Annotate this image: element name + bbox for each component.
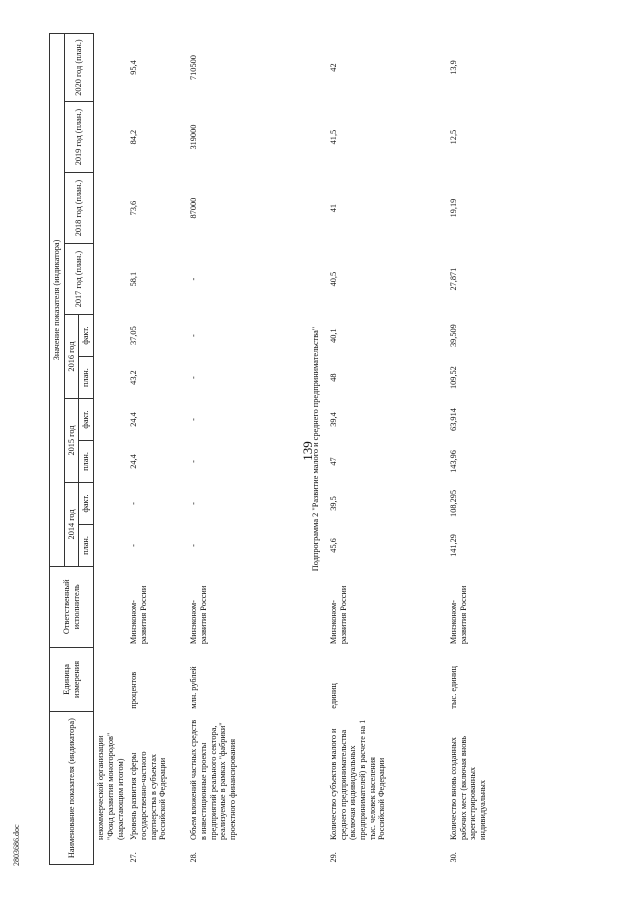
value-cell: 87000 <box>189 197 199 219</box>
value-cell: 41,5 <box>328 129 338 145</box>
file-name: 2803686.doc <box>12 824 21 866</box>
value-cell: 42 <box>328 63 338 72</box>
indicator-name: Количество субъектов малого и среднего предпринимательства (включая индивидуальных предпринимателей) в расчете на 1 тыс. человек населения Российской Федерации <box>328 719 387 840</box>
value-cell: 19,19 <box>448 198 458 218</box>
value-cell: - <box>189 544 199 547</box>
executor-cell: Минэконом-развития России <box>129 585 148 645</box>
unit-cell: млн. рублей <box>189 666 199 709</box>
header-2015: 2015 год <box>64 399 79 483</box>
indicator-table-rotated <box>49 33 609 865</box>
value-cell: 41 <box>328 203 338 213</box>
value-cell: 108,295 <box>448 489 458 517</box>
value-cell: 12,5 <box>448 129 458 145</box>
header-2016: 2016 год <box>64 315 79 399</box>
value-cell: 319000 <box>189 124 199 150</box>
continuation-row <box>94 34 128 865</box>
value-cell: 24,4 <box>129 412 139 427</box>
indicator-name: Уровень развития сферы государственно-частного партнерства в субъектах Российской Федерации <box>129 751 168 840</box>
value-cell: - <box>129 544 139 547</box>
table-row <box>127 34 187 865</box>
executor-cell: Минэконом-развития России <box>328 585 348 645</box>
value-cell: 47 <box>328 457 338 466</box>
value-cell: 710500 <box>189 55 199 80</box>
indicator-name: Количество вновь созданных рабочих мест (включая вновь зарегистрированных индивидуальных <box>448 735 488 840</box>
value-cell: - <box>189 277 199 281</box>
header-2019: 2019 год (план.) <box>64 102 93 173</box>
header-fact: факт. <box>79 399 94 441</box>
indicator-name: Объем вложений частных средств в инвестиционные проекты предприятий реального сектора, реализуемые в рамках "фабрики" проектного финансирования <box>189 719 238 840</box>
value-cell: - <box>189 502 199 505</box>
unit-cell: процентов <box>129 671 139 709</box>
value-cell: 84,2 <box>129 129 139 145</box>
table-row <box>327 34 447 865</box>
value-cell: 109,52 <box>448 366 458 389</box>
header-unit: Единица измерения <box>50 647 94 712</box>
value-cell: - <box>189 460 199 463</box>
value-cell: - <box>129 502 139 505</box>
value-cell: - <box>189 334 199 337</box>
value-cell: 95,4 <box>129 60 139 75</box>
row-number: 28. <box>189 852 199 863</box>
value-cell: 27,871 <box>448 267 458 291</box>
value-cell: - <box>189 418 199 421</box>
value-cell: 48 <box>328 373 338 382</box>
page-number: 139 <box>300 441 315 461</box>
table-row <box>447 34 490 865</box>
value-cell: 13,9 <box>448 60 458 75</box>
executor-cell: Минэконом-развития России <box>189 585 208 645</box>
unit-cell: единиц <box>328 683 338 709</box>
value-cell: 141,29 <box>448 534 458 557</box>
header-value-group: Значение показателя (индикатора) <box>50 34 65 567</box>
value-cell: 45,6 <box>328 538 338 553</box>
header-plan: план. <box>79 524 94 566</box>
header-2018: 2018 год (план.) <box>64 173 93 244</box>
continuation-text: некоммерческой организации "Фонд развития моногородов" (нарастающим итогом) <box>96 732 125 840</box>
header-fact: факт. <box>79 482 94 524</box>
header-plan: план. <box>79 357 94 399</box>
row-number: 30. <box>448 852 458 863</box>
value-cell: 40,1 <box>328 328 338 343</box>
value-cell: 58,1 <box>129 271 139 287</box>
unit-cell: тыс. единиц <box>448 666 458 709</box>
header-2020: 2020 год (план.) <box>64 34 93 102</box>
value-cell: 39,5 <box>328 496 338 511</box>
section-row <box>305 34 327 865</box>
value-cell: 39,509 <box>448 324 458 348</box>
executor-cell: Минэконом-развития России <box>448 585 468 645</box>
table-row <box>187 34 305 865</box>
value-cell: 73,6 <box>129 200 139 216</box>
header-plan: план. <box>79 441 94 483</box>
header-fact: факт. <box>79 315 94 357</box>
header-executor: Ответственный исполнитель <box>50 566 94 647</box>
value-cell: 40,5 <box>328 271 338 287</box>
row-number: 27. <box>129 852 139 863</box>
row-number: 29. <box>328 852 338 863</box>
value-cell: 37,05 <box>129 326 139 345</box>
header-2014: 2014 год <box>64 482 79 566</box>
value-cell: 24,4 <box>129 454 139 469</box>
value-cell: 63,914 <box>448 408 458 431</box>
value-cell: - <box>189 376 199 379</box>
header-2017: 2017 год (план.) <box>64 244 93 315</box>
section-title: Подпрограмма 2 "Развитие малого и среднего предпринимательства" <box>311 326 321 572</box>
indicator-table <box>49 33 490 865</box>
value-cell: 43,2 <box>129 370 139 385</box>
header-name: Наименование показателя (индикатора) <box>50 712 94 865</box>
value-cell: 39,4 <box>328 412 338 427</box>
value-cell: 143,96 <box>448 450 458 473</box>
